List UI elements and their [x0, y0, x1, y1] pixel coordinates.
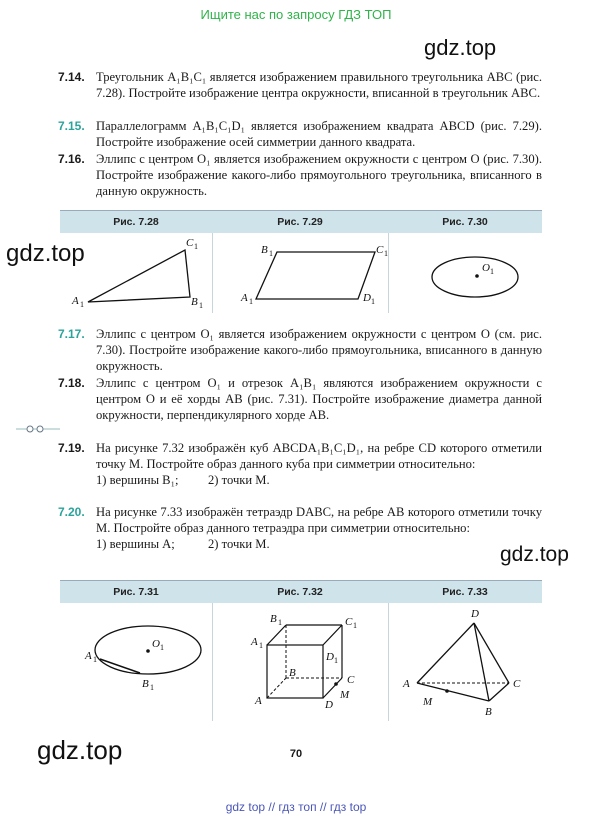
svg-text:A: A: [251, 636, 258, 648]
svg-text:B: B: [289, 667, 296, 679]
svg-text:C: C: [376, 244, 384, 256]
problem-7-14: [60, 69, 542, 101]
problem-number: 7.17.: [58, 327, 85, 341]
problem-text: Эллипс с центром O₁ является изображением окружности с центром O (рис. 7.30). Постройте изображение какого-либо прямоугольного треугольника, вписанного в данную окружность.: [96, 152, 542, 199]
search-banner: Ищите нас по запросу ГДЗ ТОП: [200, 7, 392, 22]
problem-number: 7.20.: [58, 505, 85, 519]
parallelogram-figure: [213, 233, 389, 313]
svg-text:1: 1: [259, 641, 263, 650]
figure-7-29: [212, 233, 389, 313]
svg-text:B: B: [270, 613, 277, 625]
svg-text:A: A: [255, 695, 262, 707]
problem-7-17: [60, 326, 542, 375]
cube-figure: [213, 603, 389, 721]
svg-text:1: 1: [194, 242, 198, 251]
figure-7-30: [388, 233, 543, 313]
svg-text:1: 1: [150, 683, 154, 692]
svg-text:1: 1: [278, 618, 282, 627]
footer-links: gdz top // гдз топ // гдз top: [225, 800, 367, 814]
figure-title: Рис. 7.33: [388, 581, 543, 603]
option-2: 2) точки M.: [208, 473, 270, 488]
problem-text: Треугольник A₁B₁C₁ является изображением правильного треугольника ABC (рис. 7.28). Постройте изображение центра окружности, вписанной в треугольник ABC.: [96, 70, 542, 101]
svg-text:M: M: [340, 689, 350, 701]
svg-text:O: O: [482, 262, 490, 274]
figure-7-33: [388, 603, 543, 721]
problem-text: На рисунке 7.33 изображён тетраэдр DABC, на ребре AB которого отметили точку M. Постройте образ данного тетраэдра при симметрии относительно:: [96, 505, 542, 536]
svg-text:D: D: [363, 292, 371, 304]
problem-text: На рисунке 7.32 изображён куб ABCDA₁B₁C₁D₁, на ребре CD которого отметили точку M. Постройте образ данного куба при симметрии относительно:: [96, 441, 542, 472]
watermark: gdz.top: [6, 240, 85, 267]
page-number: 70: [289, 748, 303, 760]
svg-text:1: 1: [80, 300, 84, 309]
option-1: 1) вершины B₁;: [96, 473, 179, 488]
problem-options: [96, 472, 542, 488]
svg-text:1: 1: [384, 249, 388, 258]
svg-text:D: D: [471, 608, 479, 620]
problem-text: Эллипс с центром O₁ является изображением окружности с центром O (см. рис. 7.30). Постройте изображение какого-либо прямоугольника, вписанного в данную окружность.: [96, 327, 542, 374]
svg-text:C: C: [345, 616, 353, 628]
figure-title: Рис. 7.31: [60, 581, 213, 603]
svg-text:B: B: [142, 678, 149, 690]
problem-7-20: [60, 504, 542, 553]
figure-7-32: [212, 603, 389, 721]
svg-text:1: 1: [334, 656, 338, 665]
svg-text:B: B: [485, 706, 492, 718]
watermark: gdz.top: [424, 35, 497, 60]
problem-7-15: [60, 118, 542, 150]
svg-text:A: A: [241, 292, 248, 304]
svg-text:1: 1: [160, 643, 164, 652]
svg-text:1: 1: [269, 249, 273, 258]
svg-text:A: A: [85, 650, 92, 662]
problem-7-19: [60, 440, 542, 489]
figure-row-top: [60, 210, 542, 313]
watermark: gdz.top: [37, 735, 123, 765]
svg-text:C: C: [347, 674, 355, 686]
problem-7-16: [60, 151, 542, 200]
problem-text: Параллелограмм A₁B₁C₁D₁ является изображением квадрата ABCD (рис. 7.29). Постройте изображение осей симметрии данного квадрата.: [96, 119, 542, 150]
triangle-figure: [60, 233, 212, 313]
figure-title: Рис. 7.30: [388, 211, 543, 233]
figure-title: Рис. 7.29: [212, 211, 389, 233]
problem-number: 7.19.: [58, 441, 85, 455]
problem-number: 7.14.: [58, 70, 85, 84]
figure-row-bottom: [60, 580, 542, 721]
figure-7-31: [60, 603, 212, 721]
svg-text:C: C: [186, 237, 194, 249]
svg-text:D: D: [326, 651, 334, 663]
svg-text:A: A: [72, 295, 79, 307]
svg-text:1: 1: [353, 621, 357, 630]
svg-text:M: M: [423, 696, 433, 708]
figure-title: Рис. 7.28: [60, 211, 213, 233]
svg-text:C: C: [513, 678, 521, 690]
problem-number: 7.18.: [58, 376, 85, 390]
svg-text:1: 1: [93, 655, 97, 664]
problem-options: [96, 536, 542, 552]
tetrahedron-figure: [389, 603, 543, 721]
problem-text: Эллипс с центром O₁ и отрезок A₁B₁ являются изображением окружности с центром O и её хорды AB (рис. 7.31). Постройте изображение диаметра данной окружности, перпендикулярного хорде AB.: [96, 376, 542, 423]
ellipse-figure: [389, 233, 543, 313]
figure-7-28: [60, 233, 212, 313]
watermark: gdz.top: [500, 543, 569, 566]
figure-title: Рис. 7.32: [212, 581, 389, 603]
problem-number: 7.16.: [58, 152, 85, 166]
svg-text:O: O: [152, 638, 160, 650]
problem-number: 7.15.: [58, 119, 85, 133]
side-marker-icon: [16, 422, 60, 436]
svg-text:1: 1: [490, 267, 494, 276]
svg-text:1: 1: [371, 297, 375, 306]
svg-text:B: B: [261, 244, 268, 256]
svg-text:B: B: [191, 296, 198, 308]
svg-text:1: 1: [249, 297, 253, 306]
ellipse-chord-figure: [60, 603, 212, 721]
problem-7-18: [60, 375, 542, 424]
svg-text:A: A: [403, 678, 410, 690]
svg-text:1: 1: [199, 301, 203, 310]
svg-text:D: D: [325, 699, 333, 711]
option-2: 2) точки M.: [208, 537, 270, 552]
option-1: 1) вершины A;: [96, 537, 175, 552]
